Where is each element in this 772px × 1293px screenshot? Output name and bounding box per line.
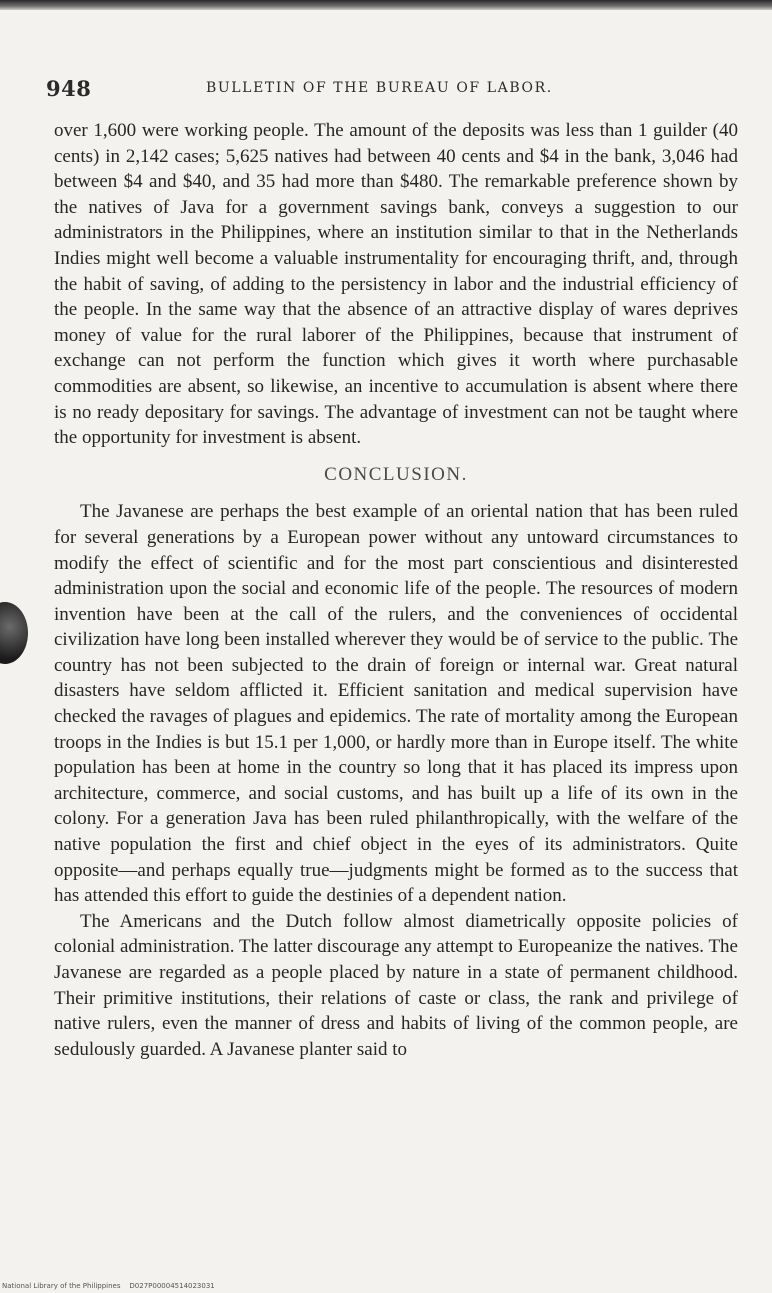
running-title: BULLETIN OF THE BUREAU OF LABOR. — [206, 80, 553, 96]
library-stamp: National Library of the Philippines — [2, 1282, 121, 1290]
page-number: 948 — [46, 76, 92, 101]
paragraph-conclusion: The Javanese are perhaps the best example of an oriental nation that has been ruled for several generations by a European power without any untoward circumstances to modify the effect of scientific and for the most part conscientious and disinterested administration upon the social and economic life of the people. The resources of modern invention have been at the call of the rulers, and the conveniences of occidental civilization have long been installed wherever they would be of service to the public. The country has not been subjected to the drain of foreign or internal war. Great natural disasters have seldom afflicted it. Efficient sanitation and medical supervision have checked the ravages of plagues and epidemics. The rate of mortality among the European troops in the Indies is but 15.1 per 1,000, or hardly more than in Europe itself. The white population has been at home in the country so long that it has placed its impress upon architecture, commerce, and social customs, and has built up a life of its own in the colony. For a generation Java has been ruled philanthropically, with the welfare of the native population the first and chief object in the eyes of its administrators. Quite opposite—and perhaps equally true—judgments might be formed as to the success that has attended this effort to guide the destinies of a dependent nation. — [54, 501, 738, 907]
paragraph-deposits: over 1,600 were working people. The amount of the deposits was less than 1 guilder (40 cents) in 2,142 cases; 5,625 natives had between 40 cents and $4 in the bank, 3,046 had between $4 and $40, and 35 had more than $480. The remarkable preference shown by the natives of Java for a government savings bank, conveys a suggestion to our administrators in the Philippines, where an institution similar to that in the Netherlands Indies might well become a valuable instrumentality for encouraging thrift, and, through the habit of saving, of adding to the persistency in labor and the industrial efficiency of the people. In the same way that the absence of an attractive display of wares deprives money of value for the rural laborer of the Philippines, because that instrument of exchange can not perform the function which gives it worth where purchasable commodities are absent, so likewise, an incentive to accumulation is absent where there is no ready depositary for savings. The advantage of investment can not be taught where the opportunity for investment is absent. — [54, 120, 738, 449]
scan-id: D027P00004514023031 — [129, 1282, 215, 1290]
section-heading: CONCLUSION. — [324, 463, 468, 485]
body-text — [54, 118, 738, 1062]
binding-hole — [0, 602, 28, 664]
scan-top-edge — [0, 0, 772, 10]
scan-footer — [2, 1282, 215, 1290]
paragraph-policies: The Americans and the Dutch follow almost diametrically opposite policies of colonial administration. The latter discourage any attempt to Europeanize the natives. The Javanese are regarded as a people placed by nature in a state of permanent childhood. Their primitive institutions, their relations of caste or class, the rank and privilege of native rulers, even the manner of dress and habits of living of the common people, are sedulously guarded. A Javanese planter said to — [54, 910, 738, 1060]
